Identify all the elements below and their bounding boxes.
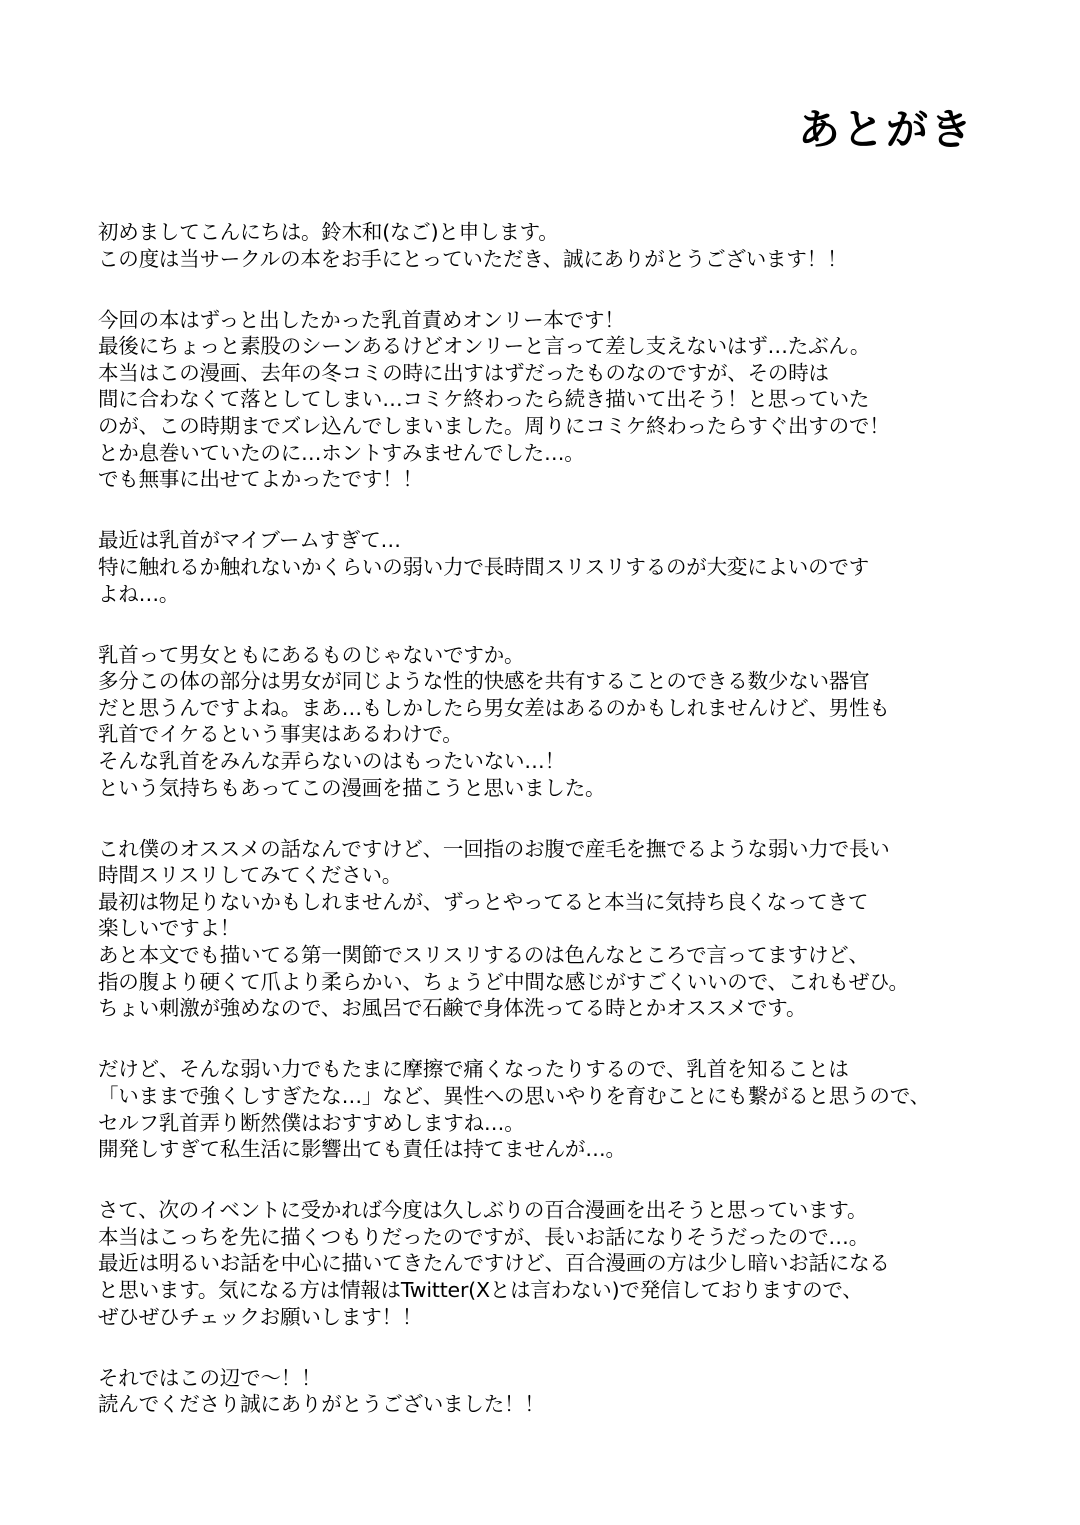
text-line: あと本文でも描いてる第一関節でスリスリするのは色んなところで言ってますけど、 <box>98 943 869 968</box>
text-line: 多分この体の部分は男女が同じような性的快感を共有することのできる数少ない器官 <box>98 669 870 694</box>
text-line: 開発しすぎて私生活に影響出ても責任は持てませんが…。 <box>98 1137 626 1162</box>
text-line: 初めましてこんにちは。鈴木和(なご)と申します。 <box>98 220 559 244</box>
text-line: 間に合わなくて落としてしまい…コミケ終わったら続き描いて出そう！と思っていた <box>98 387 870 412</box>
text-line: セルフ乳首弄り断然僕はおすすめしますね…。 <box>98 1110 525 1135</box>
text-line: 指の腹より硬くて爪より柔らかい、ちょうど中間な感じがすごくいいので、これもぜひ。 <box>98 969 909 994</box>
text-line: 最後にちょっと素股のシーンあるけどオンリーと言って差し支えないはず…たぶん。 <box>98 334 871 359</box>
text-line: よね…。 <box>98 581 180 606</box>
text-line: ぜひぜひチェックお願いします！！ <box>98 1304 423 1329</box>
text-line: 特に触れるか触れないかくらいの弱い力で長時間スリスリするのが大変によいのです <box>98 554 869 579</box>
text-line: 最近は明るいお話を中心に描いてきたんですけど、百合漫画の方は少し暗いお話になる <box>98 1251 890 1276</box>
text-line: だけど、そんな弱い力でもたまに摩擦で痛くなったりするので、乳首を知ることは <box>98 1057 849 1082</box>
text-line: だと思うんですよね。まあ…もしかしたら男女差はあるのかもしれませんけど、男性も <box>98 695 890 720</box>
text-line: 今回の本はずっと出したかった乳首責めオンリー本です！ <box>98 307 625 332</box>
paragraph <box>98 1197 1018 1330</box>
paragraph <box>98 642 1018 802</box>
paragraph <box>98 1056 1018 1162</box>
paragraph <box>98 1365 1018 1418</box>
text-line: ちょい刺激が強めなので、お風呂で石鹸で身体洗ってる時とかオススメです。 <box>98 996 807 1021</box>
text-line: 読んでくださり誠にありがとうございました！！ <box>98 1392 545 1417</box>
text-line: 本当はこっちを先に描くつもりだったのですが、長いお話になりそうだったので…。 <box>98 1224 869 1249</box>
paragraph <box>98 836 1018 1022</box>
text-line: と思います。気になる方は情報はTwitter(Xとは言わない)で発信しておりますので、 <box>98 1278 863 1302</box>
text-line: でも無事に出せてよかったです！！ <box>98 467 423 492</box>
paragraph <box>98 219 1018 272</box>
text-line: 本当はこの漫画、去年の冬コミの時に出すはずだったものなのですが、その時は <box>98 360 829 385</box>
text-line: そんな乳首をみんな弄らないのはもったいない…！ <box>98 749 565 773</box>
text-line: それではこの辺で～！！ <box>98 1365 322 1390</box>
text-line: 時間スリスリしてみてください。 <box>98 863 403 888</box>
text-line: 乳首でイケるという事実はあるわけで。 <box>98 722 463 747</box>
text-line: 最近は乳首がマイブームすぎて… <box>98 528 401 553</box>
text-line: とか息巻いていたのに…ホントすみませんでした…。 <box>98 440 585 465</box>
text-line: 乳首って男女ともにあるものじゃないですか。 <box>98 642 525 667</box>
page-title: あとがき <box>797 105 974 154</box>
text-line: という気持ちもあってこの漫画を描こうと思いました。 <box>98 775 606 800</box>
afterword-body <box>98 219 1018 1452</box>
text-line: 最初は物足りないかもしれませんが、ずっとやってると本当に気持ち良くなってきて <box>98 889 869 914</box>
text-line: のが、この時期までズレ込んでしまいました。周りにコミケ終わったらすぐ出すので！ <box>98 414 890 439</box>
paragraph <box>98 307 1018 493</box>
text-line: この度は当サークルの本をお手にとっていただき、誠にありがとうございます！！ <box>98 246 848 271</box>
text-line: 楽しいですよ！ <box>98 916 241 941</box>
text-line: これ僕のオススメの話なんですけど、一回指のお腹で産毛を撫でるような弱い力で長い <box>98 836 890 861</box>
text-line: 「いままで強くしすぎたな…」など、異性への思いやりを育むことにも繋がると思うので、 <box>98 1083 930 1108</box>
paragraph <box>98 527 1018 607</box>
text-line: さて、次のイベントに受かれば今度は久しぶりの百合漫画を出そうと思っています。 <box>98 1198 868 1223</box>
